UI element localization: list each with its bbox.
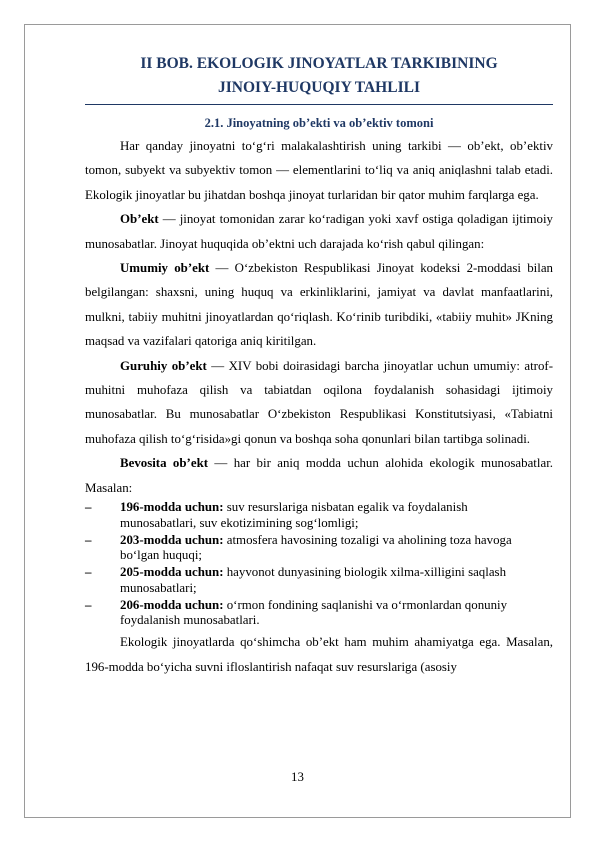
page-content (85, 52, 553, 679)
list-item-lead: 206-modda uchun: (120, 597, 224, 612)
paragraph-text: Har qanday jinoyatni to‘g‘ri malakalashtirish uning tarkibi — ob’ekt, ob’ektiv tomon, subyekt va subyektiv tomon — elementlarini to‘liq va aniq aniqlashni talab etadi. Ekologik jinoyatlar bu jihatdan boshqa jinoyat turlaridan bir qator muhim farqlarga ega. (85, 139, 553, 202)
paragraph-text: — O‘zbekiston Respublikasi Jinoyat kodeksi 2-moddasi bilan belgilangan: shaxsni, uning huquq va erkinliklarini, jamiyat va davlat manfaatlarini, mulkni, tabiiy muhitni jinoyatlardan qo‘riqlash. Ko‘rinib turibdiki, «tabiiy muhit» JKning maqsad va vazifalari qatoriga aniq kiritilgan. (85, 261, 553, 349)
paragraph-text: — XIV bobi doirasidagi barcha jinoyatlar uchun umumiy: atrof-muhitni muhofaza qilish va tabiatdan oqilona foydalanish sohasidagi ijtimoiy munosabatlar. Bu munosabatlar O‘zbekiston Respublikasi Konstitutsiyasi, «Tabiatni muhofaza qilish to‘g‘risida»gi qonun va boshqa soha qonunlari bilan tartibga solinadi. (85, 358, 553, 446)
list-dash: – (85, 500, 92, 515)
paragraph (85, 354, 553, 452)
list-item (85, 598, 553, 629)
list-item-text: atmosfera havosining tozaligi va aholining toza havoga bo‘lgan huquqi; (120, 532, 512, 563)
article-list (85, 500, 553, 629)
list-item-lead: 203-modda uchun: (120, 532, 224, 547)
paragraph-lead: Bevosita ob’ekt (120, 456, 209, 471)
paragraph (85, 256, 553, 354)
list-item (85, 500, 553, 531)
title-divider (85, 104, 553, 105)
final-paragraph: Ekologik jinoyatlarda qo‘shimcha ob’ekt ham muhim ahamiyatga ega. Masalan, 196-modda bo‘yicha suvni ifloslantirish nafaqat suv resurslariga (asosiy (85, 635, 553, 674)
paragraph (85, 451, 553, 500)
list-item-lead: 196-modda uchun: (120, 500, 224, 515)
paragraph-text: — jinoyat tomonidan zarar ko‘radigan yoki xavf ostiga qoladigan ijtimoiy munosabatlar. Jinoyat huquqida ob’ektni uch darajada ko‘rish qabul qilingan: (85, 212, 553, 251)
list-dash: – (85, 532, 92, 547)
list-item-lead: 205-modda uchun: (120, 565, 224, 580)
paragraph-lead: Guruhiy ob’ekt (120, 358, 207, 373)
chapter-title-line-1: II BOB. EKOLOGIK JINOYATLAR TARKIBINING (140, 55, 498, 72)
list-item-text: suv resurslariga nisbatan egalik va foydalanish munosabatlari, suv ekotizimining sog‘lomligi; (120, 500, 468, 530)
paragraph-lead: Ob’ekt (120, 212, 159, 227)
list-item (85, 533, 553, 564)
page-number: 13 (291, 770, 304, 784)
paragraph (85, 207, 553, 256)
list-dash: – (85, 597, 92, 612)
list-dash: – (85, 565, 92, 580)
paragraph (85, 134, 553, 207)
chapter-title-line-2: JINOIY-HUQUQIY TAHLILI (218, 79, 420, 96)
list-item-text: o‘rmon fondining saqlanishi va o‘rmonlardan qonuniy foydalanish munosabatlari. (120, 597, 508, 628)
list-item-text: hayvonot dunyasining biologik xilma-xilligini saqlash munosabatlari; (120, 565, 507, 595)
paragraph-lead: Umumiy ob’ekt (120, 261, 210, 276)
paragraph-text: — har bir aniq modda uchun alohida ekologik munosabatlar. Masalan: (85, 456, 553, 495)
list-item (85, 565, 553, 596)
section-title: 2.1. Jinoyatning ob’ekti va ob’ektiv tomoni (204, 116, 434, 130)
